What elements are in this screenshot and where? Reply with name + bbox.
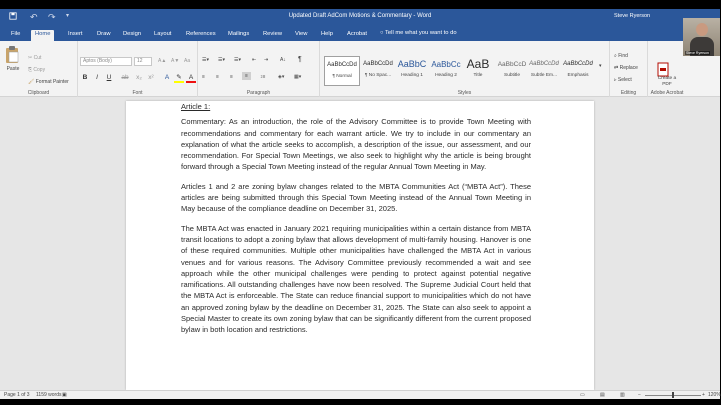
style-preview: AaBbCcD: [497, 61, 527, 68]
zoom-out-icon[interactable]: −: [638, 392, 641, 398]
sort-icon[interactable]: A↓: [280, 57, 286, 63]
justify-icon[interactable]: ≡: [242, 72, 251, 80]
article-heading: Article 1:: [181, 102, 211, 111]
style-preview: AaBbC: [397, 59, 427, 69]
undo-icon[interactable]: ↶: [30, 12, 38, 22]
styles-group: [320, 41, 610, 97]
format-painter-button[interactable]: [28, 79, 69, 85]
font-name-combo[interactable]: Aptos (Body): [80, 57, 132, 66]
style-no-spacing[interactable]: [360, 56, 396, 86]
tab-acrobat[interactable]: Acrobat: [347, 31, 367, 37]
select-button[interactable]: [614, 77, 632, 83]
increase-indent-icon[interactable]: ⇥: [264, 57, 269, 63]
title-bar: [0, 9, 720, 28]
tab-review[interactable]: Review: [263, 31, 283, 37]
copy-button[interactable]: ⎘ Copy: [28, 67, 46, 73]
paragraph-mbta-act: The MBTA Act was enacted in January 2021 requiring municipalities within a certain distance from MBTA transit locations to adopt a zoning bylaw that allows development of multi-family housing. Hanover is one of these required communities. Multiple other municipalities have challenged the MBTA Act in various venues and for various reasons. The Advisory Committee previously recommended a wait and see approach while the other municipal challenges were pending to protect against potential negative ramifications. All outstanding challenges have now been resolved. The Supreme Judicial Court held that the MBTA Act is enforceable. The State can reduce financial support to municipalities which do not have an approved zoning bylaw by the deadline on December 31, 2025. The State can also seek to appoint a Special Master to create its own zoning bylaw that can be significantly different from the current proposed bylaw in both location and restrictions.: [181, 223, 531, 335]
clipboard-label: Clipboard: [27, 90, 50, 96]
editing-label: Editing: [620, 90, 637, 96]
document-body[interactable]: [181, 101, 531, 344]
document-title: Updated Draft AdCom Motions & Commentary - Word: [288, 13, 432, 19]
text-effects-icon[interactable]: A: [164, 74, 170, 81]
tab-view[interactable]: View: [295, 31, 308, 37]
print-layout-icon[interactable]: ▤: [600, 392, 605, 398]
customize-toolbar-icon[interactable]: ▾: [66, 13, 70, 19]
style-name: ¶ Normal: [332, 74, 352, 79]
style-name: Subtitle: [504, 73, 520, 78]
align-left-icon[interactable]: ≡: [202, 74, 205, 80]
align-right-icon[interactable]: ≡: [230, 74, 233, 80]
styles-more-icon[interactable]: ▾: [599, 63, 602, 69]
cut-label: Cut: [33, 55, 42, 61]
save-icon[interactable]: [9, 12, 17, 20]
video-call-thumbnail: [683, 18, 720, 56]
participant-head: [696, 23, 708, 36]
tab-insert[interactable]: Insert: [68, 31, 83, 37]
brush-icon: 🖌: [28, 79, 35, 85]
copy-label: Copy: [33, 67, 46, 73]
style-title[interactable]: [460, 56, 496, 86]
line-spacing-icon[interactable]: ↕≡: [260, 74, 266, 80]
tell-me-label: Tell me what you want to do: [385, 30, 457, 36]
create-pdf-button[interactable]: [657, 63, 677, 87]
style-normal[interactable]: [324, 56, 360, 86]
strikethrough-icon[interactable]: ab: [121, 74, 129, 81]
tab-home[interactable]: Home: [31, 30, 54, 41]
style-emphasis[interactable]: [560, 56, 596, 86]
ribbon: [0, 41, 720, 97]
style-preview: AaBbCcDd: [529, 61, 559, 67]
subscript-icon[interactable]: x₂: [136, 74, 142, 81]
status-bar: [0, 390, 720, 399]
font-label: Font: [132, 90, 143, 96]
borders-icon[interactable]: ▦▾: [294, 74, 302, 80]
web-layout-icon[interactable]: ▥: [620, 392, 625, 398]
style-name: Title: [473, 73, 483, 78]
tab-layout[interactable]: Layout: [154, 31, 172, 37]
zoom-slider-thumb[interactable]: [672, 392, 674, 398]
participant-label: Steve Ryerson: [686, 51, 709, 55]
style-preview: AaB: [466, 57, 490, 71]
editing-group: [610, 41, 648, 97]
style-name: Subtle Em...: [530, 73, 558, 78]
tab-help[interactable]: Help: [321, 31, 333, 37]
paragraph-label: Paragraph: [246, 90, 271, 96]
underline-button[interactable]: U: [106, 74, 112, 81]
find-button[interactable]: [614, 53, 628, 59]
style-preview: AaBbCcDd: [327, 62, 357, 68]
style-name: Emphasis: [567, 73, 589, 78]
grow-font-icon[interactable]: A▲: [158, 58, 167, 64]
tell-me-search[interactable]: [380, 30, 457, 36]
bullets-icon[interactable]: ☰▾: [202, 57, 209, 63]
paragraph-articles-overview: Articles 1 and 2 are zoning bylaw changes related to the MBTA Communities Act (“MBTA Act”). These articles are being submitted through this Special Town Meeting instead of the Annual Town Meeting in May because of the compliance deadline on December 31, 2025.: [181, 181, 531, 214]
paste-icon: [4, 46, 20, 64]
word-count[interactable]: 1159 words: [36, 392, 62, 398]
style-preview: AaBbCcDd: [563, 61, 593, 67]
clipboard-group: [0, 41, 78, 97]
bold-button[interactable]: B: [82, 74, 88, 81]
paste-button[interactable]: [4, 46, 22, 76]
shading-icon[interactable]: ◈▾: [278, 74, 285, 80]
user-name[interactable]: Steve Ryerson: [614, 13, 651, 19]
find-label: Find: [618, 53, 628, 59]
zoom-level[interactable]: 120%: [708, 392, 721, 398]
zoom-in-icon[interactable]: +: [702, 392, 705, 398]
redo-icon[interactable]: ↷: [48, 12, 56, 22]
decrease-indent-icon[interactable]: ⇤: [252, 57, 257, 63]
paste-label: Paste: [6, 66, 20, 72]
font-group: [78, 41, 198, 97]
style-preview: AaBbCcDd: [363, 61, 393, 67]
create-pdf-label: Create a PDF: [657, 76, 677, 87]
style-preview: AaBbCc: [431, 60, 461, 69]
acrobat-group: [648, 41, 686, 97]
style-name: Heading 2: [435, 73, 457, 78]
read-mode-icon[interactable]: ▭: [580, 392, 585, 398]
find-icon: ⌕: [614, 53, 617, 59]
font-color-icon[interactable]: A: [186, 73, 196, 83]
ribbon-tabs: [0, 28, 720, 41]
page-count[interactable]: Page 1 of 3: [4, 392, 30, 398]
styles-label: Styles: [457, 90, 472, 96]
paragraph-commentary: Commentary: As an introduction, the role of the Advisory Committee is to provide Town Meeting with recommendations and commentary for each warrant article. We try to include in our commentary an explanation of what the article seeks to accomplish, a description of the issue, our assessment, and our recommendation. For Special Town Meetings, we also seek to highlight why the article is being brought forward through a Special Town Meeting instead of the regular Annual Town Meeting in May.: [181, 117, 531, 172]
tab-draw[interactable]: Draw: [97, 31, 111, 37]
shrink-font-icon[interactable]: A▼: [171, 58, 180, 64]
tab-design[interactable]: Design: [123, 31, 142, 37]
highlight-icon[interactable]: ✎: [174, 73, 184, 83]
font-size-combo[interactable]: 12: [134, 57, 152, 66]
cut-button[interactable]: ✂ Cut: [28, 55, 42, 61]
change-case-icon[interactable]: Aa: [184, 58, 191, 64]
style-heading-1[interactable]: [394, 56, 430, 86]
style-name: ¶ No Spac...: [364, 73, 392, 78]
italic-button[interactable]: I: [96, 74, 98, 81]
style-subtle-emphasis[interactable]: [526, 56, 562, 86]
align-center-icon[interactable]: ≡: [216, 74, 219, 80]
style-heading-2[interactable]: [428, 56, 464, 86]
document-page[interactable]: [126, 101, 594, 390]
replace-icon: ⇄: [614, 65, 619, 71]
select-icon: ▹: [614, 77, 617, 83]
replace-button[interactable]: [614, 65, 638, 71]
superscript-icon[interactable]: x²: [148, 74, 154, 81]
tab-mailings[interactable]: Mailings: [228, 31, 250, 37]
style-name: Heading 1: [401, 73, 423, 78]
style-subtitle[interactable]: [494, 56, 530, 86]
word-window: [0, 9, 721, 398]
acrobat-label: Adobe Acrobat: [650, 90, 684, 96]
tab-references[interactable]: References: [186, 31, 216, 37]
replace-label: Replace: [619, 65, 638, 71]
show-marks-icon[interactable]: ¶: [298, 56, 302, 63]
select-label: Select: [617, 77, 632, 83]
numbering-icon[interactable]: ☰▾: [218, 57, 225, 63]
tab-file[interactable]: File: [11, 31, 21, 37]
pdf-icon: [657, 63, 669, 76]
format-painter-label: Format Painter: [35, 79, 69, 85]
proofing-icon[interactable]: ▣: [62, 392, 67, 398]
multilevel-list-icon[interactable]: ☰▾: [234, 57, 241, 63]
paragraph-group: [198, 41, 320, 97]
lightbulb-icon: ○: [380, 30, 384, 36]
